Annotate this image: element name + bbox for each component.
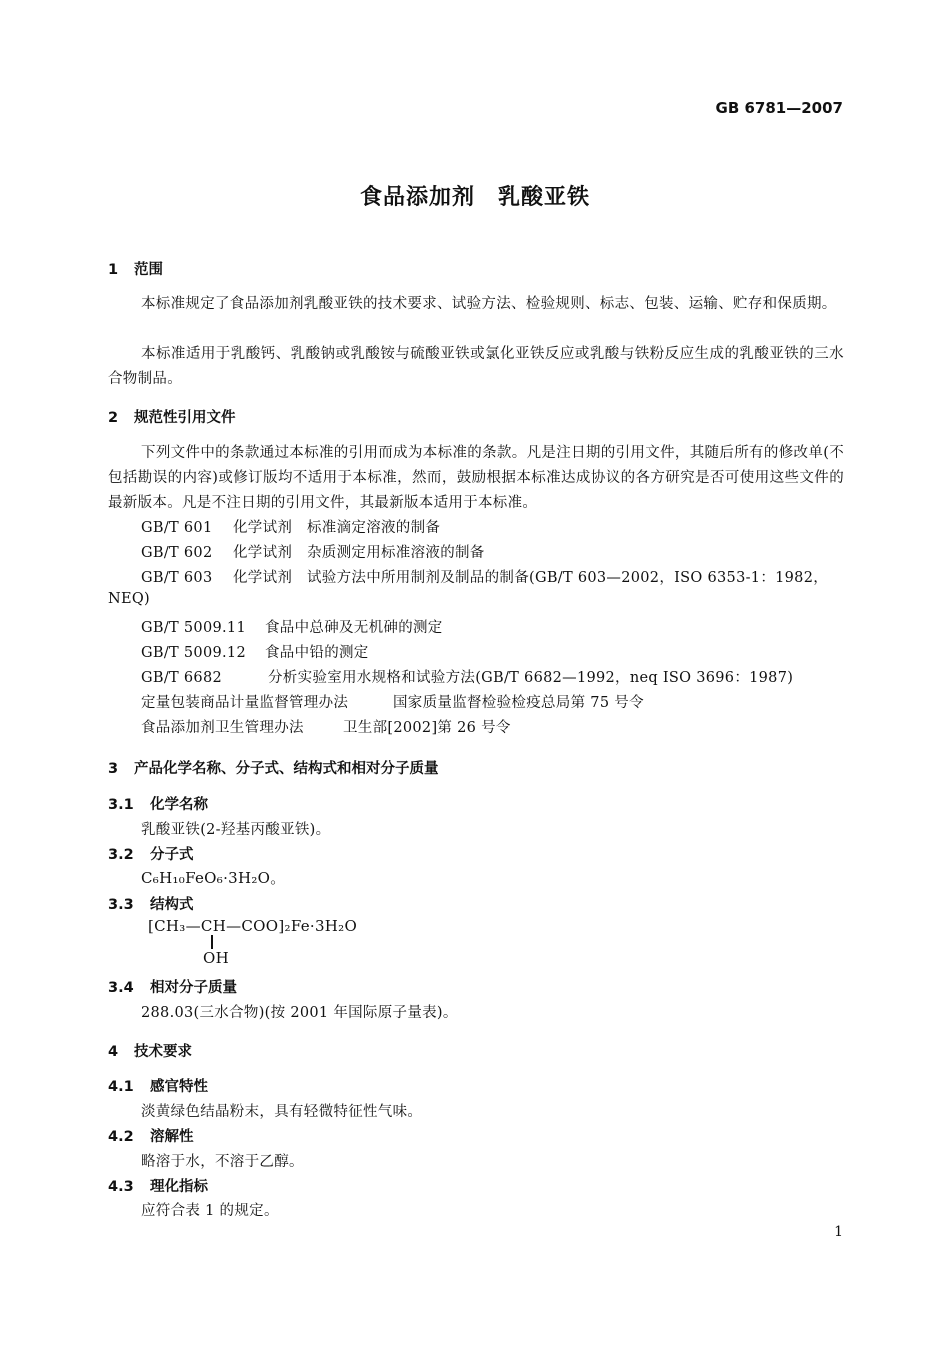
subsection-title: 化学名称 <box>150 797 208 813</box>
reference-title: 化学试剂 杂质测定用标准溶液的制备 <box>233 545 485 561</box>
subsection-4-1-heading <box>108 1075 208 1096</box>
sensory-text: 淡黄绿色结晶粉末，具有轻微特征性气味。 <box>141 1104 423 1120</box>
section-4-heading <box>108 1040 192 1061</box>
subsection-3-1-heading <box>108 793 208 814</box>
section-title: 技术要求 <box>134 1044 192 1060</box>
reference-title: 化学试剂 标准滴定溶液的制备 <box>233 520 441 536</box>
subsection-number: 3.4 <box>108 980 134 996</box>
section-number: 2 <box>108 410 119 426</box>
section-title: 产品化学名称、分子式、结构式和相对分子质量 <box>134 761 439 777</box>
section-1-heading <box>108 258 163 279</box>
subsection-3-3-heading <box>108 893 194 914</box>
subsection-3-2-heading <box>108 843 194 864</box>
subsection-3-4-heading <box>108 976 237 997</box>
structural-formula: [CH₃—CH—COO]₂Fe·3H₂O <box>148 917 358 935</box>
section-number: 1 <box>108 262 119 278</box>
subsection-title: 溶解性 <box>150 1129 194 1145</box>
structural-bond-line <box>211 935 213 949</box>
subsection-number: 3.3 <box>108 897 134 913</box>
reference-item <box>141 716 511 737</box>
reference-code: 食品添加剂卫生管理办法 <box>141 720 304 736</box>
reference-title: 分析实验室用水规格和试验方法(GB/T 6682—1992，neq ISO 3696：1987) <box>268 670 794 686</box>
subsection-title: 感官特性 <box>150 1079 208 1095</box>
reference-code: GB/T 601 <box>141 520 213 536</box>
reference-title: 食品中总砷及无机砷的测定 <box>265 620 443 636</box>
section-title: 规范性引用文件 <box>134 410 236 426</box>
reference-item <box>141 616 443 637</box>
molecular-formula: C₆H₁₀FeO₆·3H₂O。 <box>141 869 286 887</box>
molecular-weight-text: 288.03(三水合物)(按 2001 年国际原子量表)。 <box>141 1005 458 1021</box>
subsection-title: 相对分子质量 <box>150 980 237 996</box>
reference-code: GB/T 6682 <box>141 670 223 686</box>
section-1-paragraph-1: 本标准规定了食品添加剂乳酸亚铁的技术要求、试验方法、检验规则、标志、包装、运输、贮存和保质期。 <box>141 296 837 312</box>
section-number: 3 <box>108 761 119 777</box>
subsection-number: 4.1 <box>108 1079 134 1095</box>
reference-code: GB/T 603 <box>141 570 213 586</box>
reference-code: GB/T 602 <box>141 545 213 561</box>
section-title: 范围 <box>134 262 163 278</box>
subsection-number: 4.3 <box>108 1179 134 1195</box>
reference-code: GB/T 5009.11 <box>141 620 246 636</box>
reference-title: 化学试剂 试验方法中所用制剂及制品的制备(GB/T 603—2002，ISO 6353-1：1982， <box>233 570 829 586</box>
reference-item <box>141 566 828 587</box>
reference-title: 国家质量监督检验检疫总局第 75 号令 <box>393 695 644 711</box>
subsection-4-2-heading <box>108 1125 194 1146</box>
section-number: 4 <box>108 1044 119 1060</box>
section-2-heading <box>108 406 236 427</box>
subsection-4-3-heading <box>108 1175 208 1196</box>
reference-continuation: NEQ) <box>108 591 151 607</box>
reference-title: 卫生部[2002]第 26 号令 <box>343 720 511 736</box>
reference-item <box>141 516 440 537</box>
document-title: 食品添加剂 乳酸亚铁 <box>359 185 590 210</box>
section-2-paragraph: 下列文件中的条款通过本标准的引用而成为本标准的条款。凡是注日期的引用文件，其随后所有的修改单(不包括勘误的内容)或修订版均不适用于本标准，然而，鼓励根据本标准达成协议的各方研究是否可使用这些文件的最新版本。凡是不注日期的引用文件，其最新版本适用于本标准。 <box>108 445 844 511</box>
subsection-number: 4.2 <box>108 1129 134 1145</box>
subsection-title: 结构式 <box>150 897 194 913</box>
reference-title: 食品中铅的测定 <box>265 645 369 661</box>
standard-code: GB 6781—2007 <box>715 99 843 117</box>
subsection-title: 分子式 <box>150 847 194 863</box>
structural-formula-hydroxyl: OH <box>203 949 229 967</box>
reference-item <box>141 666 793 687</box>
subsection-number: 3.2 <box>108 847 134 863</box>
reference-code: GB/T 5009.12 <box>141 645 246 661</box>
reference-code: 定量包装商品计量监督管理办法 <box>141 695 349 711</box>
solubility-text: 略溶于水，不溶于乙醇。 <box>141 1154 304 1170</box>
page-number: 1 <box>834 1224 843 1240</box>
reference-item <box>141 641 369 662</box>
physicochemical-text: 应符合表 1 的规定。 <box>141 1203 279 1219</box>
reference-item <box>141 541 485 562</box>
section-3-heading <box>108 757 439 778</box>
section-1-paragraph-2: 本标准适用于乳酸钙、乳酸钠或乳酸铵与硫酸亚铁或氯化亚铁反应或乳酸与铁粉反应生成的乳酸亚铁的三水合物制品。 <box>108 346 844 387</box>
chemical-name-text: 乳酸亚铁(2-羟基丙酸亚铁)。 <box>141 822 331 838</box>
subsection-number: 3.1 <box>108 797 134 813</box>
reference-item <box>141 691 644 712</box>
subsection-title: 理化指标 <box>150 1179 208 1195</box>
